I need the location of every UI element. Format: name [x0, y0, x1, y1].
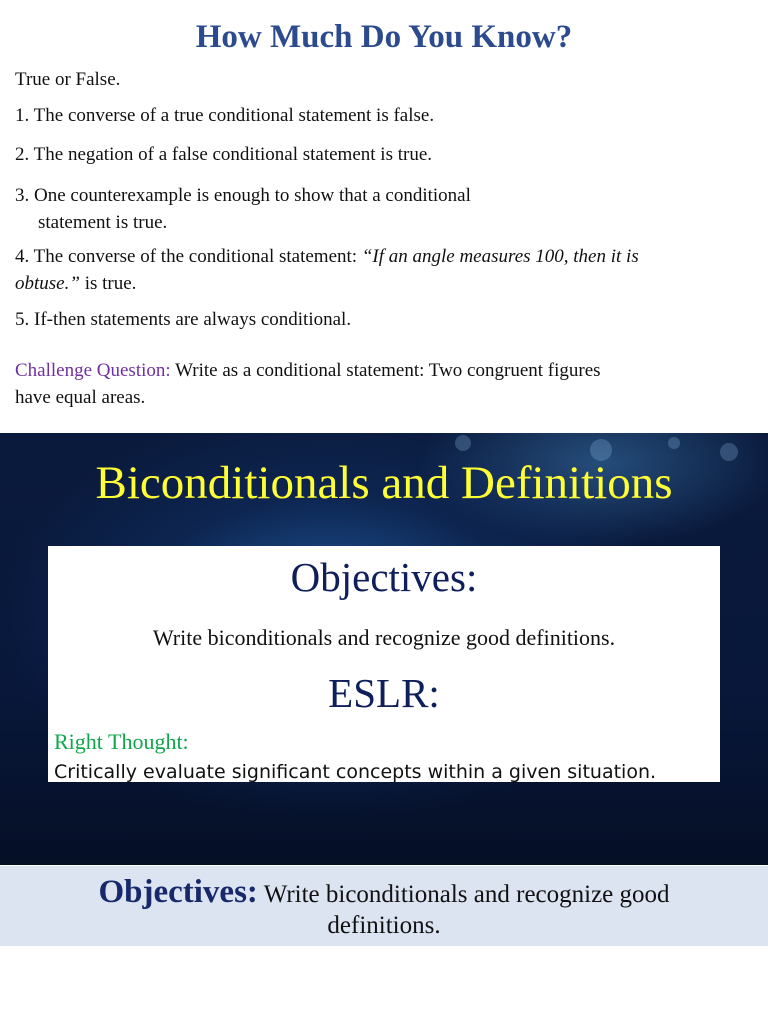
objectives-card	[48, 546, 720, 782]
objectives-banner-line-2: definitions.	[327, 912, 441, 939]
quiz-title: How Much Do You Know?	[195, 19, 573, 55]
right-thought-text: Critically evaluate significant concepts within a given situation.	[54, 761, 657, 783]
objectives-heading: Objectives:	[290, 554, 478, 600]
objectives-banner-label: Objectives:	[98, 874, 258, 910]
challenge-line-2: have equal areas.	[15, 387, 146, 408]
question-4-line-1	[15, 243, 755, 270]
bokeh-dot	[668, 437, 680, 449]
slide-objectives	[0, 433, 768, 865]
question-4-prefix: 4. The converse of the conditional statement:	[15, 246, 362, 267]
challenge-text-1: Write as a conditional statement: Two congruent figures	[170, 360, 601, 381]
objectives-banner	[0, 866, 768, 946]
slide-quiz	[0, 0, 768, 432]
question-3-line-1: 3. One counterexample is enough to show that a conditional	[15, 185, 471, 206]
quiz-intro: True or False.	[15, 69, 121, 90]
question-2: 2. The negation of a false conditional statement is true.	[15, 144, 432, 165]
question-4-suffix: is true.	[79, 273, 137, 294]
question-3-line-2: statement is true.	[38, 212, 168, 233]
objectives-banner-text-1: Write biconditionals and recognize good	[257, 881, 670, 908]
challenge-label: Challenge Question:	[15, 360, 171, 381]
slide-title: Biconditionals and Definitions	[95, 457, 673, 509]
question-1: 1. The converse of a true conditional statement is false.	[15, 105, 435, 126]
question-4-quote-part-2: obtuse.”	[15, 273, 80, 294]
right-thought-label: Right Thought:	[54, 729, 189, 754]
objectives-text: Write biconditionals and recognize good definitions.	[152, 625, 616, 650]
eslr-heading: ESLR:	[328, 670, 440, 716]
bokeh-dot	[455, 435, 471, 451]
question-4-line-2	[15, 270, 136, 297]
question-5: 5. If-then statements are always conditional.	[15, 309, 352, 330]
challenge-line-1	[15, 357, 755, 384]
question-4-quote-part-1: “If an angle measures 100, then it is	[361, 246, 639, 267]
